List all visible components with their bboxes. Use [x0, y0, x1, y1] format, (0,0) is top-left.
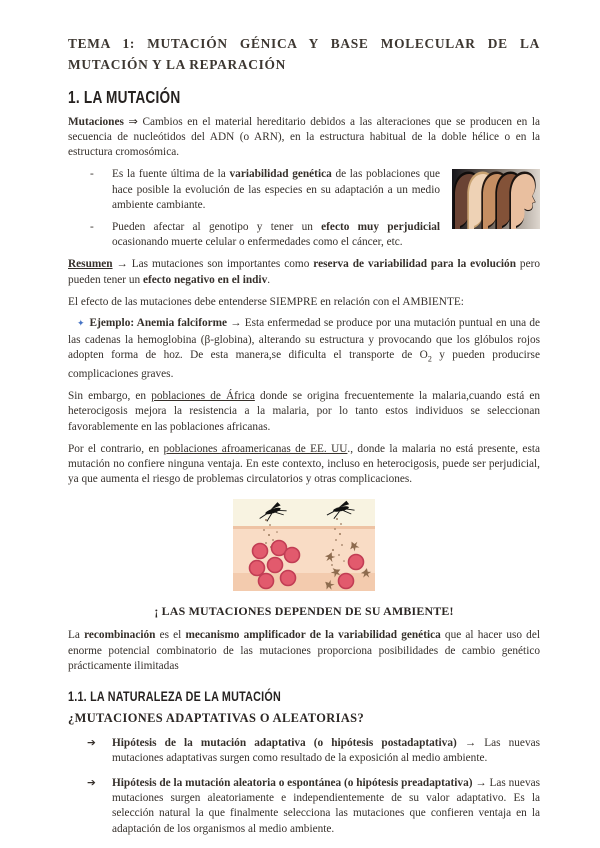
example-text: Ejemplo: Anemia falciforme → Esta enfermedad se produce por una mutación puntual en una de las cadenas la hemoglobina (β-globina), alterando su estructura y provocando que los glóbulos rojos adopten forma de hoz. De esta manera,se dificulta el transporte de $O_2$ y pueden producirse complicaciones graves.: [68, 317, 540, 380]
page-title: TEMA 1: MUTACIÓN GÉNICA Y BASE MOLECULAR DE LA MUTACIÓN Y LA REPARACIÓN: [68, 36, 540, 72]
dash-bullet-marker: -: [90, 220, 94, 233]
list-item-text: Es la fuente última de la variabilidad genética de las poblaciones que hace posible la evolución de las especies en su adaptación a un medio ambiente cambiante.: [112, 168, 440, 212]
paragraph-ejemplo-anemia: [68, 316, 540, 382]
diamond-bullet-icon: ✦: [77, 319, 85, 330]
bullet-group-with-photo: [68, 167, 540, 251]
paragraph-resumen: Resumen → Las mutaciones son importantes como reserva de variabilidad para la evolución pero pueden tener un efecto negativo en el indiv.: [68, 258, 541, 286]
paragraph-efecto-ambiente: El efecto de las mutaciones debe entenderse SIEMPRE en relación con el AMBIENTE:: [68, 295, 464, 308]
section-heading-naturaleza: 1.1. LA NATURALEZA DE LA MUTACIÓN: [68, 689, 281, 705]
list-item-text: Pueden afectar al genotipo y tener un efecto muy perjudicial ocasionando muerte celular o enfermedades como el cáncer, etc.: [112, 220, 440, 249]
section-heading-la-mutacion: 1. LA MUTACIÓN: [68, 87, 181, 107]
ambient-banner-text: ¡ LAS MUTACIONES DEPENDEN DE SU AMBIENTE!: [154, 603, 454, 618]
list-item-hipotesis-adaptativa: [68, 736, 540, 767]
paragraph-eeuu: Por el contrario, en poblaciones afroamericanas de EE. UU., donde la malaria no está presente, esta mutación no confiere ninguna ventaja. En este contexto, incluso en heterocigosis, puede ser perjudicial, ya que aumenta el riesgo de problemas circulatorios y otras complicaciones.: [68, 442, 540, 486]
list-item-hipotesis-aleatoria: [68, 776, 540, 838]
paragraph-africa-malaria: Sin embargo, en poblaciones de África donde se origina frecuentemente la malaria,cuando está en heterocigosis mejora la resistencia a la malaria, por lo tanto estos individuos se seleccionan favorablemente en las poblaciones africanas.: [68, 389, 540, 433]
arrow-bullet-icon: ➔: [87, 776, 96, 789]
dash-bullet-marker: -: [90, 168, 94, 181]
arrow-bullet-icon: ➔: [87, 736, 96, 749]
list-item-variabilidad: [68, 167, 540, 213]
paragraph-mutaciones-definition: Mutaciones ⇒ Cambios en el material hereditario debidos a las alteraciones que se producen en la secuencia de nucleótidos del ADN (o ARN), en la estructura habitual de la doble hélice o en la estructura cromosómica.: [68, 115, 540, 159]
malaria-illustration: [233, 499, 375, 591]
paragraph-recombinacion: La recombinación es el mecanismo amplificador de la variabilidad genética que al hacer uso del enorme potencial combinatorio de las mutaciones proporciona posibilidades de cambio genético prácticamente ilimitadas: [68, 629, 540, 672]
question-heading: ¿MUTACIONES ADAPTATIVAS O ALEATORIAS?: [68, 711, 365, 726]
list-item-text: Hipótesis de la mutación aleatoria o espontánea (o hipótesis preadaptativa) → Las nuevas mutaciones surgen aleatoriamente e independientemente de su valor adaptativo. Es la selección natural la que finalmente selecciona las mutaciones que confieren ventaja en la adaptación de los organismos al medio ambiente.: [112, 776, 540, 835]
list-item-perjudicial: [68, 220, 540, 251]
list-item-text: Hipótesis de la mutación adaptativa (o hipótesis postadaptativa) → Las nuevas mutaciones adaptativas surgen como resultado de la exposición al medio ambiente.: [112, 736, 541, 765]
